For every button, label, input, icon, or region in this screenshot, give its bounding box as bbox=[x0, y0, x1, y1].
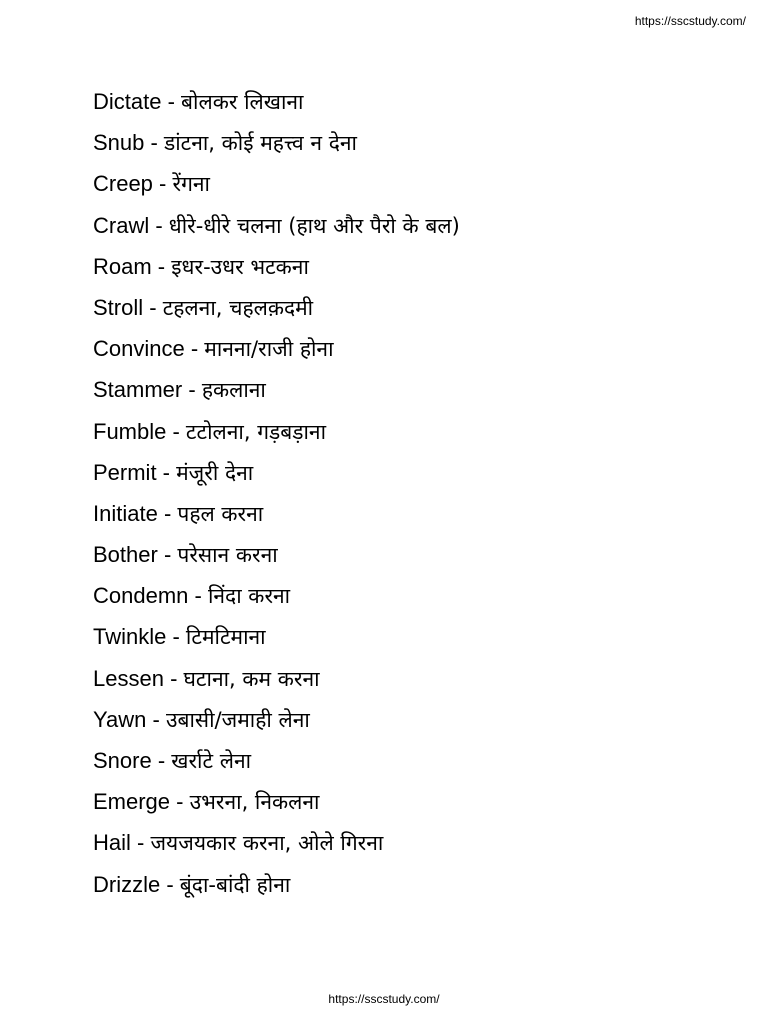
hindi-meaning: टहलना, चहलक़दमी bbox=[162, 295, 314, 320]
hindi-meaning: टिमटिमाना bbox=[185, 625, 266, 650]
hindi-meaning: इधर-उधर भटकना bbox=[171, 254, 309, 279]
english-word: Twinkle bbox=[93, 624, 167, 650]
word-entry bbox=[93, 619, 460, 660]
word-entry bbox=[93, 249, 460, 290]
separator: - bbox=[184, 336, 205, 362]
separator: - bbox=[151, 253, 172, 279]
word-entry bbox=[93, 372, 460, 413]
english-word: Initiate bbox=[93, 500, 158, 526]
hindi-meaning: जयजयकार करना, ओले गिरना bbox=[150, 831, 384, 856]
word-entry bbox=[93, 743, 460, 784]
hindi-meaning: पहल करना bbox=[177, 501, 264, 526]
separator: - bbox=[143, 294, 163, 320]
word-entry bbox=[93, 125, 460, 166]
hindi-meaning: मानना/राजी होना bbox=[204, 337, 334, 362]
hindi-meaning: खर्राटे लेना bbox=[171, 749, 252, 773]
separator: - bbox=[166, 624, 186, 650]
hindi-meaning: टटोलना, गड़बड़ाना bbox=[185, 419, 327, 444]
separator: - bbox=[144, 130, 164, 156]
english-word: Yawn bbox=[93, 706, 147, 732]
word-entry bbox=[93, 290, 460, 331]
english-word: Convince bbox=[93, 336, 185, 362]
separator: - bbox=[152, 171, 173, 197]
english-word: Crawl bbox=[93, 212, 150, 238]
hindi-meaning: डांटना, कोई महत्त्व न देना bbox=[163, 131, 357, 156]
separator: - bbox=[182, 377, 202, 403]
english-word: Drizzle bbox=[93, 871, 161, 897]
word-entry bbox=[93, 578, 460, 619]
separator: - bbox=[161, 89, 182, 114]
english-word: Hail bbox=[93, 830, 131, 856]
english-word: Snore bbox=[93, 748, 152, 773]
separator: - bbox=[151, 748, 172, 773]
word-entry bbox=[93, 208, 460, 249]
separator: - bbox=[146, 706, 166, 732]
english-word: Emerge bbox=[93, 789, 171, 815]
word-entry bbox=[93, 537, 460, 578]
separator: - bbox=[156, 459, 177, 485]
hindi-meaning: परेसान करना bbox=[177, 543, 278, 568]
word-entry bbox=[93, 496, 460, 537]
word-entry bbox=[93, 867, 460, 908]
english-word: Condemn bbox=[93, 583, 189, 609]
hindi-meaning: रेंगना bbox=[172, 172, 210, 197]
footer-url[interactable]: https://sscstudy.com/ bbox=[328, 992, 440, 1006]
word-entry bbox=[93, 84, 460, 125]
english-word: Fumble bbox=[93, 418, 167, 444]
hindi-meaning: उभरना, निकलना bbox=[189, 790, 320, 815]
hindi-meaning: बोलकर लिखाना bbox=[181, 90, 304, 114]
separator: - bbox=[166, 418, 186, 444]
separator: - bbox=[157, 542, 178, 568]
separator: - bbox=[170, 789, 190, 815]
word-entry bbox=[93, 825, 460, 866]
hindi-meaning: धीरे-धीरे चलना (हाथ और पैरो के बल) bbox=[168, 213, 460, 238]
hindi-meaning: मंजूरी देना bbox=[176, 460, 254, 485]
hindi-meaning: हकलाना bbox=[201, 378, 266, 403]
english-word: Dictate bbox=[93, 89, 162, 114]
word-entry bbox=[93, 784, 460, 825]
hindi-meaning: उबासी/जमाही लेना bbox=[165, 707, 310, 732]
word-entry bbox=[93, 702, 460, 743]
hindi-meaning: घटाना, कम करना bbox=[183, 666, 320, 691]
word-entry bbox=[93, 455, 460, 496]
english-word: Creep bbox=[93, 171, 153, 197]
separator: - bbox=[163, 665, 184, 691]
english-word: Snub bbox=[93, 130, 145, 156]
word-entry bbox=[93, 661, 460, 702]
vocabulary-list bbox=[93, 84, 460, 908]
separator: - bbox=[157, 500, 178, 526]
english-word: Stroll bbox=[93, 294, 144, 320]
word-entry bbox=[93, 166, 460, 207]
hindi-meaning: बूंदा-बांदी होना bbox=[179, 872, 291, 897]
english-word: Stammer bbox=[93, 377, 183, 403]
hindi-meaning: निंदा करना bbox=[207, 584, 291, 609]
english-word: Permit bbox=[93, 459, 157, 485]
word-entry bbox=[93, 414, 460, 455]
separator: - bbox=[188, 583, 208, 609]
separator: - bbox=[149, 212, 169, 238]
english-word: Bother bbox=[93, 542, 158, 568]
separator: - bbox=[130, 830, 151, 856]
header-url[interactable]: https://sscstudy.com/ bbox=[634, 14, 746, 28]
separator: - bbox=[160, 871, 180, 897]
english-word: Roam bbox=[93, 253, 152, 279]
word-entry bbox=[93, 331, 460, 372]
english-word: Lessen bbox=[93, 665, 164, 691]
